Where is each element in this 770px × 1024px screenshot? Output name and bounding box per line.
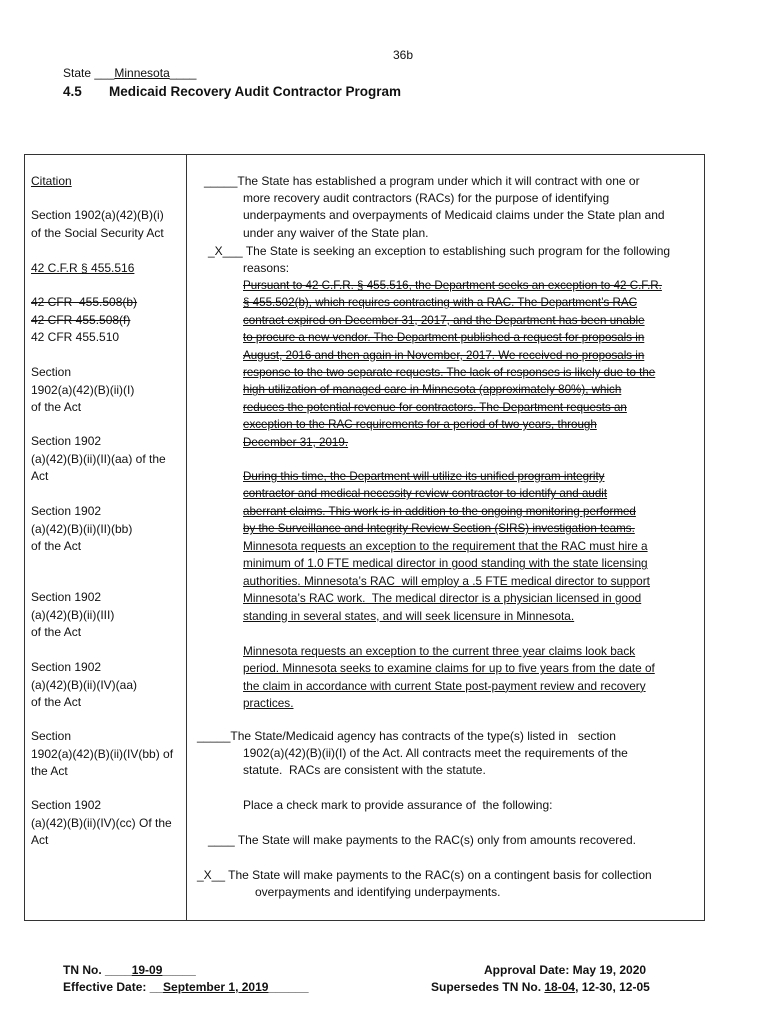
contracts-blank: _____ (197, 729, 231, 743)
option-established-program (204, 173, 640, 190)
supersedes-label: Supersedes TN No. (431, 980, 545, 994)
citation-cfr-455-510: 42 CFR 455.510 (31, 330, 120, 344)
page-number: 36b (393, 48, 414, 62)
effective-label: Effective Date: __ (63, 980, 164, 994)
assurance-contingent-continued: overpayments and identifying underpayments. (255, 885, 501, 899)
citation-ii-II-bb: Section 1902 (a)(42)(B)(ii)(II)(bb) of the Act (31, 504, 133, 553)
supersedes-underlined: 18-04 (544, 980, 576, 994)
option-exception-text: The State is seeking an exception to establishing such program for the following (242, 244, 671, 258)
struck-paragraph-unified-program: During this time, the Department will utilize its unified program integrity contractor and medical necessity review contractor to identify and audit aberrant claims. This work is in addition to the ongoing monitoring performed by the Surveillance and Integrity Review Section (SIRS) investigation teams. (243, 470, 636, 536)
effective-trail: ______ (268, 980, 309, 994)
citation-ii-II-aa: Section 1902 (a)(42)(B)(ii)(II)(aa) of the Act (31, 434, 166, 483)
citation-cfr-455-508f: 42 CFR 455.508(f) (31, 313, 131, 327)
footer-supersedes (431, 979, 650, 996)
citation-header: Citation (31, 174, 72, 188)
assurance-amounts-blank: ____ (208, 833, 235, 847)
contracts-statement (197, 728, 616, 745)
citation-ssa-1902: Section 1902(a)(42)(B)(i) of the Social Security Act (31, 208, 164, 240)
footer-tn-number (63, 962, 196, 979)
tn-label: TN No. ____ (63, 963, 132, 977)
option-established-continued: more recovery audit contractors (RACs) for the purpose of identifying underpayments and overpayments of Medicaid claims under the State plan and under any waiver of the State plan. (243, 191, 665, 240)
option-exception (208, 243, 670, 260)
column-divider (186, 154, 187, 921)
state-trail: ____ (169, 66, 197, 80)
state-value: Minnesota (114, 66, 170, 80)
citation-ii-I: Section 1902(a)(42)(B)(ii)(I) of the Act (31, 365, 135, 414)
assurance-prompt: Place a check mark to provide assurance of the following: (243, 798, 553, 812)
assurance-amounts-text: The State will make payments to the RAC(s) only from amounts recovered. (234, 833, 636, 847)
citation-ii-IV-cc: Section 1902 (a)(42)(B)(ii)(IV)(cc) Of the Act (31, 798, 172, 847)
state-line (63, 66, 196, 80)
section-number: 4.5 (63, 84, 82, 99)
assurance-contingent-basis (197, 867, 652, 884)
assurance-contingent-text: The State will make payments to the RAC(s) on a contingent basis for collection (225, 868, 652, 882)
contracts-text: The State/Medicaid agency has contracts of the type(s) listed in section (230, 729, 616, 743)
contracts-continued: 1902(a)(42)(B)(ii)(I) of the Act. All contracts meet the requirements of the statute. RACs are consistent with the statute. (243, 746, 628, 778)
citation-cfr-455-516: 42 C.F.R § 455.516 (31, 261, 135, 275)
section-title: Medicaid Recovery Audit Contractor Program (109, 84, 402, 99)
citation-cfr-455-508b: 42 CFR 455.508(b) (31, 295, 138, 309)
tn-value: 19-09 (131, 963, 163, 977)
supersedes-rest: , 12-30, 12-05 (575, 980, 650, 994)
paragraph-claims-lookback: Minnesota requests an exception to the current three year claims look back period. Minnesota seeks to examine claims for up to five years from the date of the claim in accordance with current State post-payment review and recovery practices. (243, 644, 655, 711)
option-established-text: The State has established a program under which it will contract with one or (237, 174, 640, 188)
state-label: State ___ (63, 66, 115, 80)
assurance-contingent-mark: _X__ (197, 868, 226, 882)
option-established-blank: _____ (204, 174, 238, 188)
struck-paragraph-rac-contract: Pursuant to 42 C.F.R. § 455.516, the Department seeks an exception to 42 C.F.R. § 455.502(b), which requires contracting with a RAC. The Department’s RAC contract expired on December 31, 2017, and the Department has been unable to procure a new vendor. The Department published a request for proposals in August, 2016 and then again in November, 2017. We received no proposals in response to the two separate requests. The lack of responses is likely due to the high utilization of managed care in Minnesota (approximately 80%), which reduces the potential revenue for contractors. The Department requests an exception to the RAC requirements for a period of two years, through December 31, 2019. (243, 279, 662, 449)
footer-approval-date: Approval Date: May 19, 2020 (484, 963, 647, 977)
paragraph-medical-director: Minnesota requests an exception to the requirement that the RAC must hire a minimum of 1.0 FTE medical director in good standing with the state licensing authorities. Minnesota’s RAC will employ a .5 FTE medical director to support Minnesota’s RAC work. The medical director is a physician licensed in good standing in several states, and will seek licensure in Minnesota. (243, 539, 650, 623)
tn-trail: _____ (162, 963, 196, 977)
citation-ii-IV-aa: Section 1902 (a)(42)(B)(ii)(IV)(aa) of the Act (31, 660, 137, 709)
effective-value: September 1, 2019 (163, 980, 269, 994)
citation-ii-III: Section 1902 (a)(42)(B)(ii)(III) of the Act (31, 590, 115, 639)
option-exception-reasons: reasons: (243, 261, 290, 275)
option-exception-mark: _X___ (208, 244, 243, 258)
section-heading (63, 84, 401, 99)
citation-ii-IV-bb: Section 1902(a)(42)(B)(ii)(IV(bb) of the Act (31, 729, 174, 778)
footer-effective-date (63, 979, 309, 996)
assurance-amounts-recovered (208, 832, 636, 849)
